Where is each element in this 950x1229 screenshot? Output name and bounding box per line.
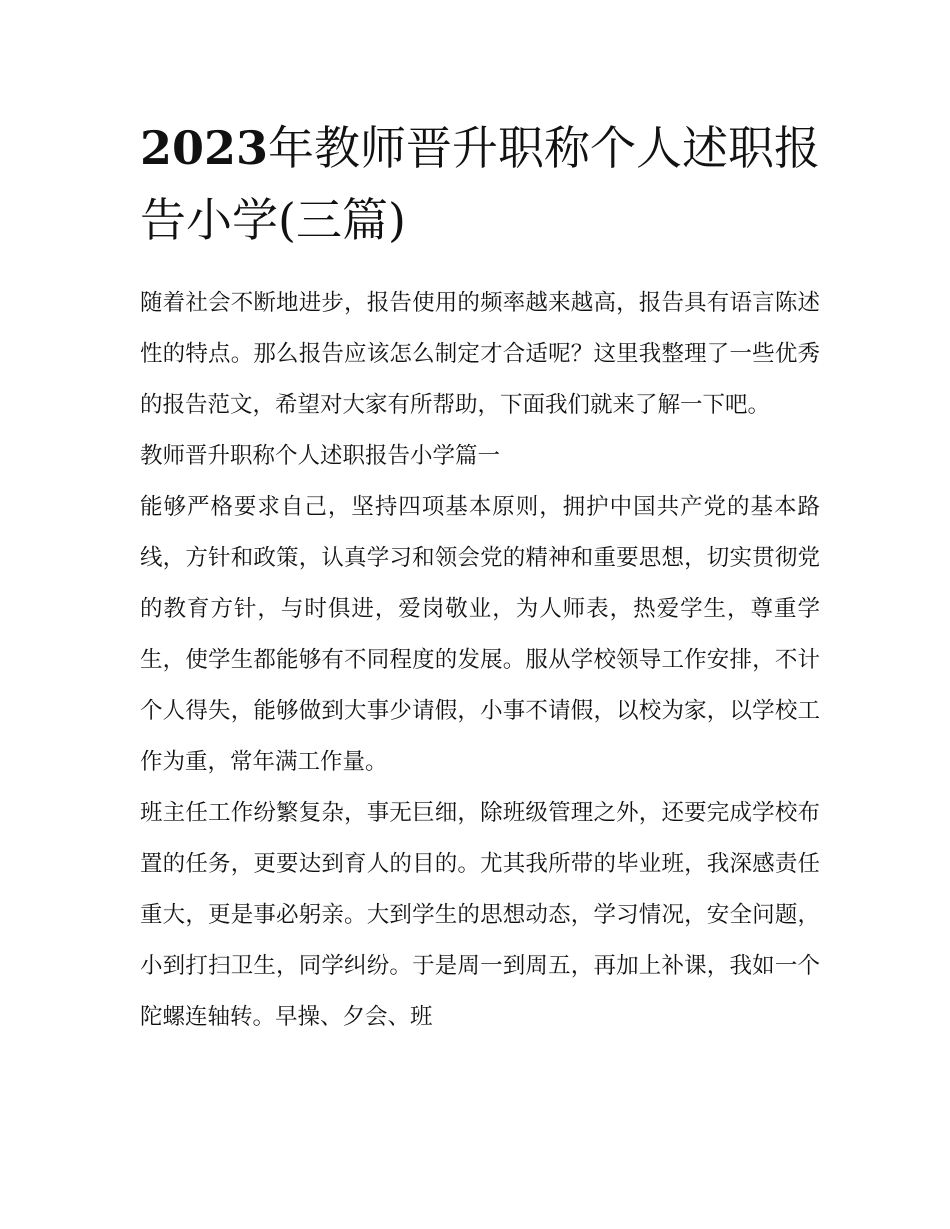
- body-paragraph: 班主任工作纷繁复杂，事无巨细，除班级管理之外，还要完成学校布置的任务，更要达到育人的目的。尤其我所带的毕业班，我深感责任重大，更是事必躬亲。大到学生的思想动态，学习情况，安全问题，小到打扫卫生，同学纠纷。于是周一到周五，再加上补课，我如一个陀螺连轴转。早操、夕会、班: [140, 800, 820, 1030]
- title-year: 2023: [140, 121, 269, 175]
- body-paragraph: 能够严格要求自己，坚持四项基本原则，拥护中国共产党的基本路线，方针和政策，认真学习和领会党的精神和重要思想，切实贯彻党的教育方针，与时俱进，爱岗敬业，为人师表，热爱学生，尊重学生，使学生都能够有不同程度的发展。服从学校领导工作安排，不计个人得失，能够做到大事少请假，小事不请假，以校为家，以学校工作为重，常年满工作量。: [140, 494, 820, 775]
- document-title: [140, 112, 830, 256]
- document-body: [140, 278, 820, 1043]
- section-heading: 教师晋升职称个人述职报告小学篇一: [140, 443, 501, 469]
- title-text: 年教师晋升职称个人述职报告小学(三篇): [140, 121, 821, 247]
- intro-paragraph: 随着社会不断地进步，报告使用的频率越来越高，报告具有语言陈述性的特点。那么报告应该怎么制定才合适呢？这里我整理了一些优秀的报告范文，希望对大家有所帮助，下面我们就来了解一下吧。: [140, 290, 820, 418]
